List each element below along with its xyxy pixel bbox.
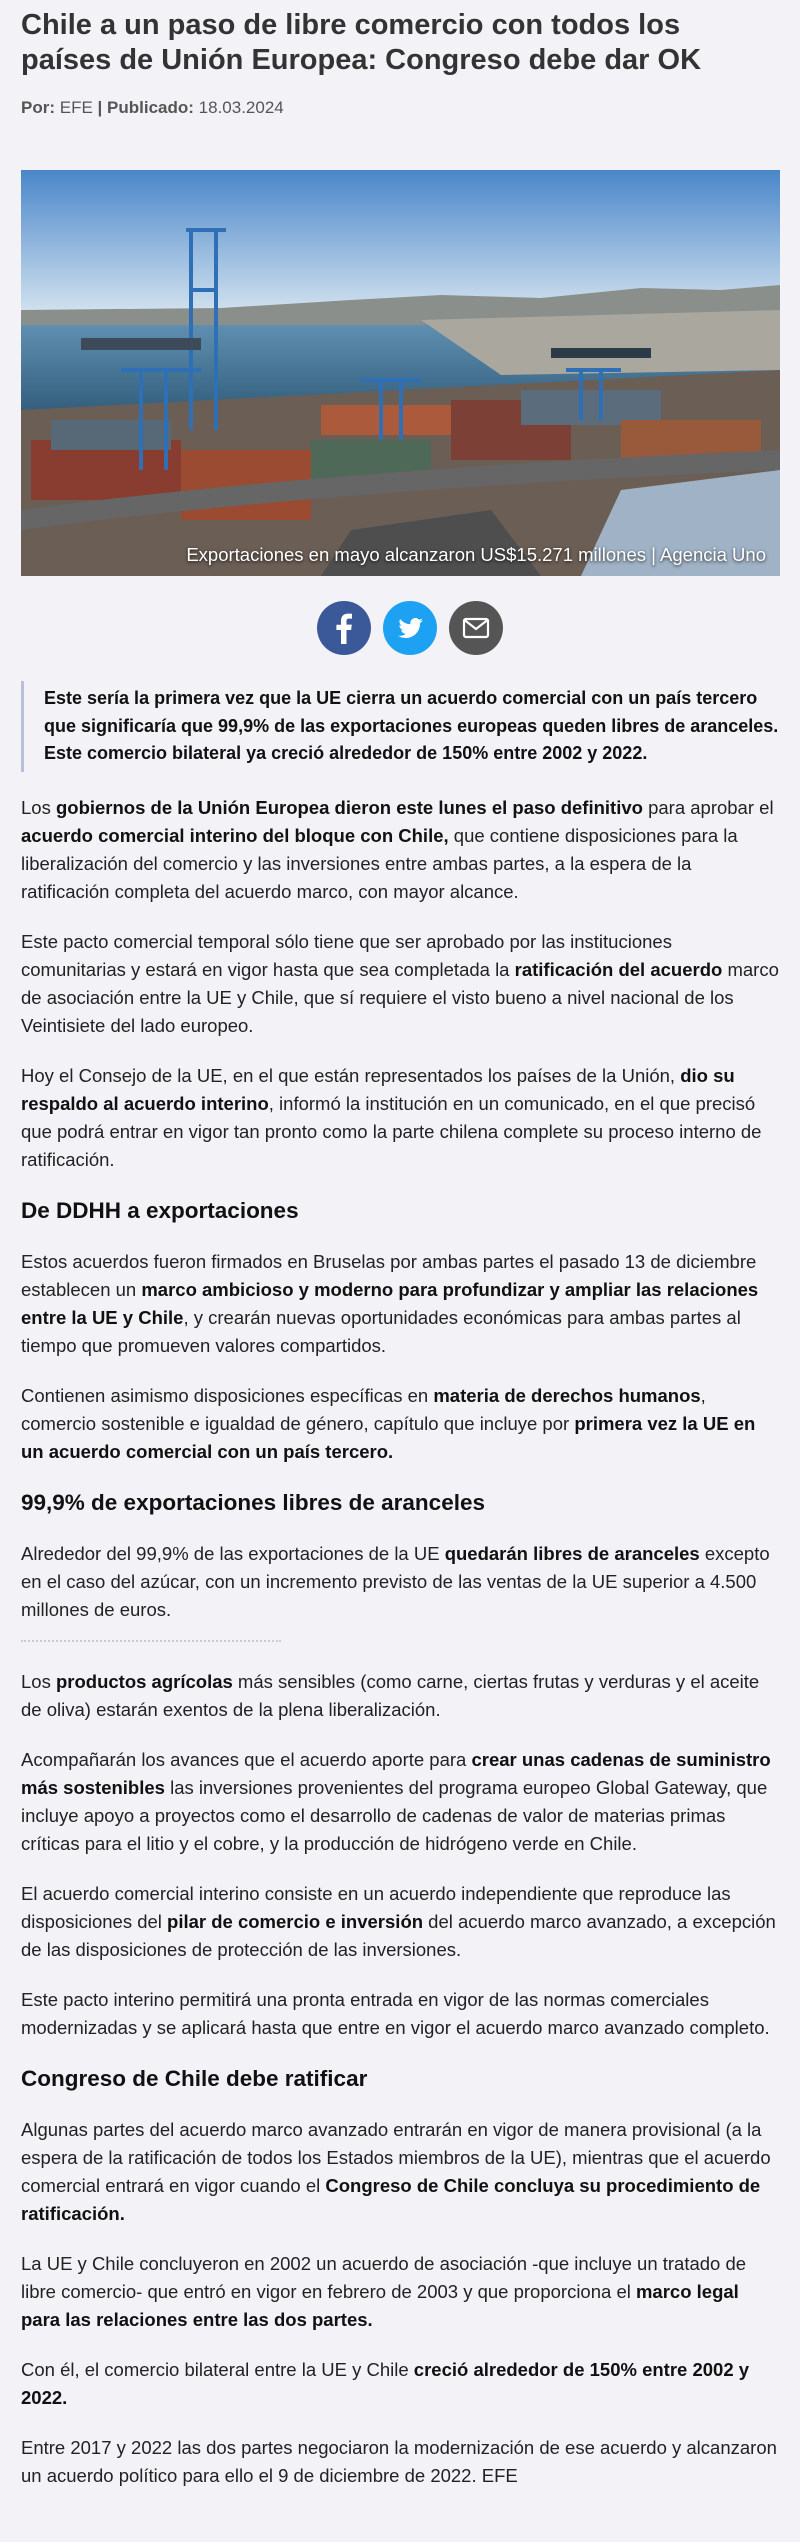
twitter-icon bbox=[383, 601, 437, 655]
article bbox=[0, 8, 800, 2490]
author: EFE bbox=[59, 98, 93, 117]
paragraph: Acompañarán los avances que el acuerdo aporte para crear unas cadenas de suministro más sostenibles las inversiones provenientes del programa europeo Global Gateway, que incluye apoyo a proyectos como el desarrollo de cadenas de valor de materias primas críticas para el litio y el cobre, y la producción de hidrógeno verde en Chile. bbox=[21, 1748, 771, 1854]
paragraph: Hoy el Consejo de la UE, en el que están representados los países de la Unión, dio su respaldo al acuerdo interino, informó la institución en un comunicado, en el que precisó que podrá entrar en vigor tan pronto como la parte chilena complete su proceso interno de ratificación. bbox=[21, 1064, 762, 1170]
paragraph: Contienen asimismo disposiciones específicas en materia de derechos humanos, comercio sostenible e igualdad de género, capítulo que incluye por primera vez la UE en un acuerdo comercial con un país tercero. bbox=[21, 1384, 756, 1462]
paragraph: Algunas partes del acuerdo marco avanzado entrarán en vigor de manera provisional (a la espera de la ratificación de todos los Estados miembros de la UE), mientras que el acuerdo comercial entrará en vigor cuando el Congreso de Chile concluya su procedimiento de ratificación. bbox=[21, 2118, 771, 2224]
byline bbox=[21, 98, 779, 118]
paragraph: Alrededor del 99,9% de las exportaciones de la UE quedarán libres de aranceles excepto en el caso del azúcar, con un incremento previsto de las ventas de la UE superior a 4.500 millones de euros. bbox=[21, 1542, 770, 1620]
paragraph: El acuerdo comercial interino consiste en un acuerdo independiente que reproduce las disposiciones del pilar de comercio e inversión del acuerdo marco avanzado, a excepción de las disposiciones de protección de las inversiones. bbox=[21, 1882, 776, 1960]
paragraph: Este pacto interino permitirá una pronta entrada en vigor de las normas comerciales modernizadas y se aplicará hasta que entre en vigor el acuerdo marco avanzado completo. bbox=[21, 1988, 770, 2038]
paragraph: La UE y Chile concluyeron en 2002 un acuerdo de asociación -que incluye un tratado de libre comercio- que entró en vigor en febrero de 2003 y que proporciona el marco legal para las relaciones entre las dos partes. bbox=[21, 2252, 747, 2330]
author-label: Por: bbox=[21, 98, 55, 117]
hero-image bbox=[21, 170, 780, 576]
paragraph: Los productos agrícolas más sensibles (como carne, ciertas frutas y verduras y el aceite de oliva) estarán exentos de la plena liberalización. bbox=[21, 1670, 760, 1720]
mail-icon bbox=[449, 601, 503, 655]
mail-share-button[interactable] bbox=[449, 601, 503, 655]
byline-separator: | bbox=[97, 98, 103, 117]
section-heading: De DDHH a exportaciones bbox=[21, 1197, 299, 1223]
published-label: Publicado: bbox=[107, 98, 194, 117]
paragraph: Entre 2017 y 2022 las dos partes negociaron la modernización de ese acuerdo y alcanzaron un acuerdo político para ello el 9 de diciembre de 2022. EFE bbox=[21, 2436, 777, 2486]
article-lead: Este sería la primera vez que la UE cierra un acuerdo comercial con un país tercero que significaría que 99,9% de las exportaciones europeas queden libres de aranceles. Este comercio bilateral ya creció alrededor de 150% entre 2002 y 2022. bbox=[21, 681, 779, 772]
paragraph: Este pacto comercial temporal sólo tiene que ser aprobado por las instituciones comunitarias y estará en vigor hasta que sea completada la ratificación del acuerdo marco de asociación entre la UE y Chile, que sí requiere el visto bueno a nivel nacional de los Veintisiete del lado europeo. bbox=[21, 930, 779, 1036]
twitter-share-button[interactable] bbox=[383, 601, 437, 655]
share-bar bbox=[41, 601, 779, 655]
section-heading: Congreso de Chile debe ratificar bbox=[21, 2065, 368, 2091]
section-heading: 99,9% de exportaciones libres de aranceles bbox=[21, 1489, 485, 1515]
paragraph: Con él, el comercio bilateral entre la UE y Chile creció alrededor de 150% entre 2002 y 2022. bbox=[21, 2358, 750, 2408]
facebook-share-button[interactable] bbox=[317, 601, 371, 655]
paragraph: Estos acuerdos fueron firmados en Bruselas por ambas partes el pasado 13 de diciembre establecen un marco ambicioso y moderno para profundizar y ampliar las relaciones entre la UE y Chile, y crearán nuevas oportunidades económicas para ambas partes al tiempo que promueven valores compartidos. bbox=[21, 1250, 759, 1356]
page-title: Chile a un paso de libre comercio con todos los países de Unión Europea: Congreso debe dar OK bbox=[21, 9, 702, 76]
facebook-icon bbox=[317, 601, 371, 655]
published-date: 18.03.2024 bbox=[198, 98, 284, 117]
paragraph: Los gobiernos de la Unión Europea dieron este lunes el paso definitivo para aprobar el acuerdo comercial interino del bloque con Chile, que contiene disposiciones para la liberalización del comercio y las inversiones entre ambas partes, a la espera de la ratificación completa del acuerdo marco, con mayor alcance. bbox=[21, 796, 774, 902]
divider bbox=[21, 1640, 281, 1646]
image-caption: Exportaciones en mayo alcanzaron US$15.271 millones | Agencia Uno bbox=[186, 544, 766, 565]
port-photo bbox=[21, 170, 780, 576]
article-body bbox=[21, 794, 779, 2490]
